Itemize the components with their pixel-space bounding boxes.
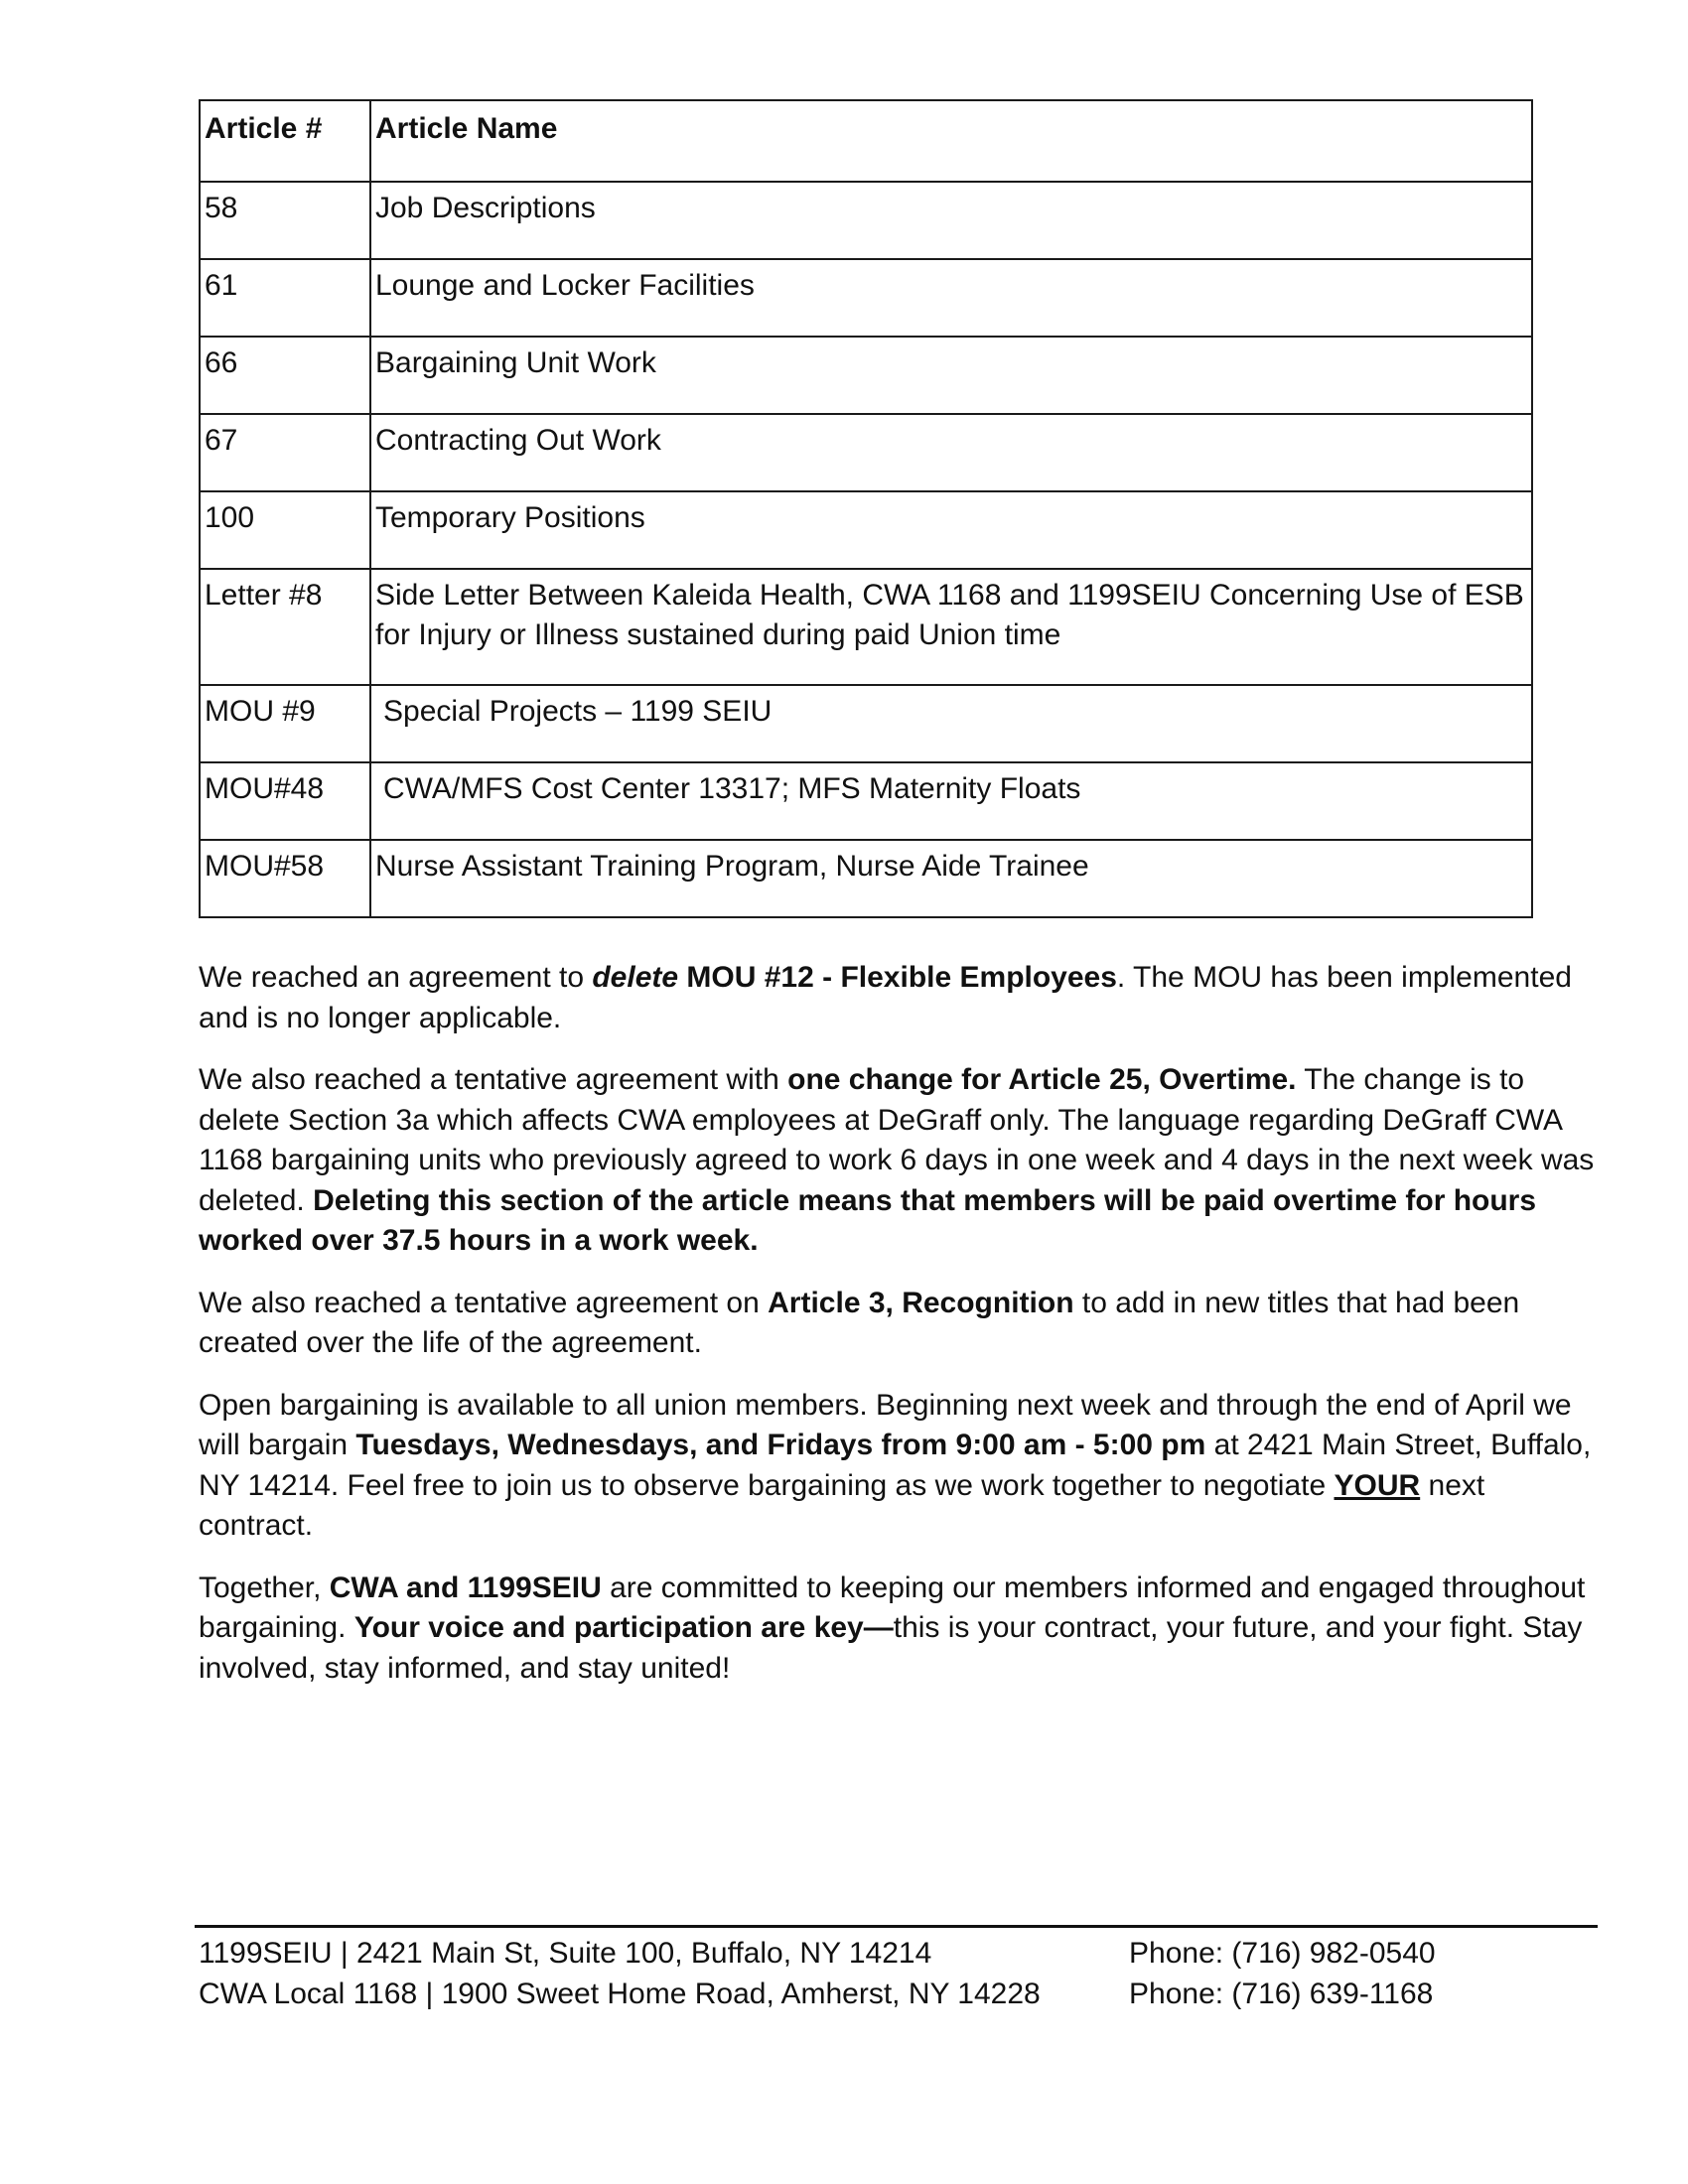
article-name-cell bbox=[370, 762, 1532, 840]
text-run: next contract. bbox=[199, 1468, 1485, 1542]
bold-article-25: one change for Article 25, Overtime. bbox=[787, 1063, 1297, 1096]
article-number: MOU#48 bbox=[200, 762, 370, 840]
text-run: are committed to keeping our members informed and engaged throughout bargaining. bbox=[199, 1570, 1586, 1644]
header-article-number: Article # bbox=[200, 100, 370, 182]
article-name: Side Letter Between Kaleida Health, CWA 1168 and 1199SEIU Concerning Use of ESB for Injury or Illness sustained during paid Union time bbox=[370, 569, 1532, 685]
article-number: 66 bbox=[200, 337, 370, 414]
text-run: . The MOU has been implemented and is no longer applicable. bbox=[199, 961, 1572, 1034]
paragraph-together bbox=[199, 1569, 1599, 1690]
bold-mou-12: MOU #12 - Flexible Employees bbox=[686, 961, 1117, 994]
article-name: Bargaining Unit Work bbox=[370, 337, 1532, 414]
footer-divider bbox=[195, 1925, 1598, 1928]
table-row bbox=[200, 182, 1532, 259]
text-run: at 2421 Main Street, Buffalo, NY 14214. Feel free to join us to observe bargaining as we work together to negotiate bbox=[199, 1429, 1592, 1502]
bold-overtime-note: Deleting this section of the article means that members will be paid overtime for hours worked over 37.5 hours in a work week. bbox=[199, 1183, 1537, 1257]
footer-line-cwa bbox=[199, 1974, 1599, 2014]
article-name: Job Descriptions bbox=[370, 182, 1532, 259]
paragraph-mou-12 bbox=[199, 958, 1599, 1038]
footer-address: CWA Local 1168 | 1900 Sweet Home Road, Amherst, NY 14228 bbox=[199, 1978, 1041, 2010]
text-run: We also reached a tentative agreement on bbox=[199, 1286, 769, 1319]
article-name: Nurse Assistant Training Program, Nurse Aide Trainee bbox=[370, 840, 1532, 917]
bold-schedule: Tuesdays, Wednesdays, and Fridays from 9:00 am - 5:00 pm bbox=[355, 1429, 1206, 1461]
text-run: We also reached a tentative agreement with bbox=[199, 1063, 788, 1096]
article-number: 61 bbox=[200, 259, 370, 337]
article-name: Contracting Out Work bbox=[370, 414, 1532, 491]
header-article-name: Article Name bbox=[370, 100, 1532, 182]
text-run: The change is to delete Section 3a which affects CWA employees at DeGraff only. The language regarding DeGraff CWA 1168 bargaining units who previously agreed to work 6 days in one week and 4 days in the next week was deleted. bbox=[199, 1063, 1595, 1217]
footer bbox=[199, 1933, 1599, 2014]
text-run: Together, bbox=[199, 1570, 330, 1604]
article-number: Letter #8 bbox=[200, 569, 370, 685]
table-header-row bbox=[200, 100, 1532, 182]
paragraph-overtime bbox=[199, 1060, 1599, 1262]
emphasis-delete: delete bbox=[592, 961, 679, 994]
article-number: 100 bbox=[200, 491, 370, 569]
article-name: CWA/MFS Cost Center 13317; MFS Maternity Floats bbox=[383, 772, 1081, 805]
bold-unions: CWA and 1199SEIU bbox=[329, 1570, 602, 1604]
table-row bbox=[200, 569, 1532, 685]
footer-phone: Phone: (716) 639-1168 bbox=[1129, 1978, 1434, 2010]
table-row bbox=[200, 762, 1532, 840]
paragraph-recognition bbox=[199, 1284, 1599, 1364]
text-run: We reached an agreement to bbox=[199, 961, 593, 994]
article-number: 67 bbox=[200, 414, 370, 491]
table-row bbox=[200, 414, 1532, 491]
bold-voice: Your voice and participation are key— bbox=[353, 1611, 894, 1644]
article-table bbox=[199, 99, 1533, 918]
article-number: 58 bbox=[200, 182, 370, 259]
footer-line-1199seiu bbox=[199, 1933, 1599, 1974]
article-name-cell bbox=[370, 685, 1532, 762]
text-run: this is your contract, your future, and your fight. Stay involved, stay informed, and stay united! bbox=[199, 1611, 1583, 1685]
table-row bbox=[200, 685, 1532, 762]
table-row bbox=[200, 491, 1532, 569]
table-row bbox=[200, 840, 1532, 917]
article-name: Special Projects – 1199 SEIU bbox=[383, 695, 773, 728]
bold-article-3: Article 3, Recognition bbox=[768, 1286, 1074, 1319]
body-text bbox=[199, 958, 1599, 1710]
article-number: MOU#58 bbox=[200, 840, 370, 917]
article-name: Lounge and Locker Facilities bbox=[370, 259, 1532, 337]
article-name: Temporary Positions bbox=[370, 491, 1532, 569]
table-row bbox=[200, 337, 1532, 414]
underlined-your: YOUR bbox=[1334, 1468, 1421, 1502]
text-run: to add in new titles that had been created over the life of the agreement. bbox=[199, 1286, 1520, 1359]
table-row bbox=[200, 259, 1532, 337]
article-number: MOU #9 bbox=[200, 685, 370, 762]
paragraph-open-bargaining bbox=[199, 1386, 1599, 1547]
footer-address: 1199SEIU | 2421 Main St, Suite 100, Buffalo, NY 14214 bbox=[199, 1937, 932, 1970]
text-run: Open bargaining is available to all union members. Beginning next week and through the end of April we will bargain bbox=[199, 1388, 1572, 1461]
footer-phone: Phone: (716) 982-0540 bbox=[1129, 1937, 1436, 1970]
